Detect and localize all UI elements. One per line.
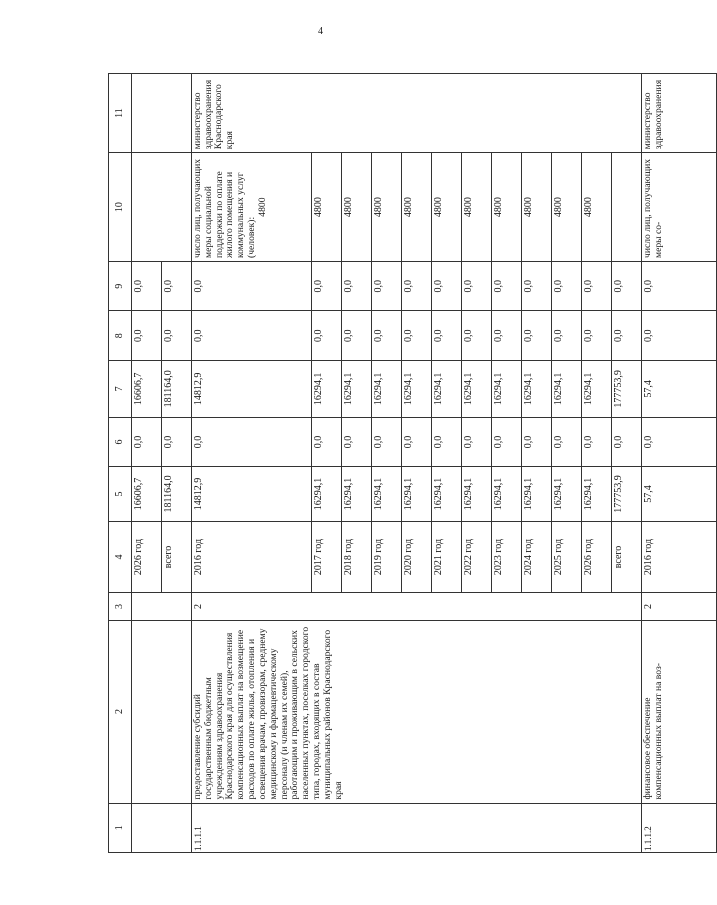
indicator-value — [612, 153, 642, 262]
value-cell: 0,0 — [552, 262, 582, 311]
value-cell: 16294,1 — [552, 467, 582, 521]
item-status: 2 — [642, 593, 717, 620]
value-cell: 16294,1 — [582, 360, 612, 417]
col-number: 7 — [109, 360, 132, 417]
value-cell: 16294,1 — [432, 360, 462, 417]
value-cell: 0,0 — [612, 311, 642, 360]
value-cell: 16606,7 — [132, 360, 162, 417]
year-cell: всего — [162, 521, 192, 593]
year-cell: 2024 год — [522, 521, 552, 593]
empty-cell — [132, 803, 192, 852]
indicator-value: 4800 — [256, 197, 268, 217]
indicator-value: 4800 — [462, 153, 492, 262]
item-index: 1.1.1.2 — [642, 803, 717, 852]
col-number: 5 — [109, 467, 132, 521]
value-cell: 16294,1 — [432, 467, 462, 521]
value-cell: 16294,1 — [372, 360, 402, 417]
indicator-value: 4800 — [342, 153, 372, 262]
value-cell: 16294,1 — [372, 467, 402, 521]
value-cell: 0,0 — [132, 262, 162, 311]
value-cell: 0,0 — [192, 311, 312, 360]
value-cell: 181164,0 — [162, 360, 192, 417]
value-cell: 0,0 — [522, 311, 552, 360]
table-row — [132, 74, 162, 853]
indicator-value: 4800 — [372, 153, 402, 262]
value-cell: 0,0 — [642, 417, 717, 466]
rotated-table-wrapper — [108, 73, 664, 853]
year-cell: 2016 год — [642, 521, 717, 593]
col-number: 11 — [109, 74, 132, 153]
indicator-value: 4800 — [492, 153, 522, 262]
value-cell: 0,0 — [192, 262, 312, 311]
value-cell: 0,0 — [642, 262, 717, 311]
value-cell: 0,0 — [132, 417, 162, 466]
value-cell: 0,0 — [162, 262, 192, 311]
value-cell: 0,0 — [492, 311, 522, 360]
value-cell: 57,4 — [642, 467, 717, 521]
value-cell: 16294,1 — [342, 360, 372, 417]
value-cell: 0,0 — [312, 417, 342, 466]
year-cell: 2016 год — [192, 521, 312, 593]
value-cell: 0,0 — [192, 417, 312, 466]
indicator-value: 4800 — [402, 153, 432, 262]
value-cell: 0,0 — [522, 262, 552, 311]
indicator-value: 4800 — [522, 153, 552, 262]
col-number: 2 — [109, 620, 132, 803]
year-cell: 2021 год — [432, 521, 462, 593]
empty-cell — [132, 620, 192, 803]
value-cell: 0,0 — [372, 262, 402, 311]
value-cell: 16294,1 — [522, 467, 552, 521]
value-cell: 16294,1 — [342, 467, 372, 521]
program-activities-table — [108, 73, 717, 853]
value-cell: 16294,1 — [552, 360, 582, 417]
value-cell: 0,0 — [522, 417, 552, 466]
value-cell: 0,0 — [372, 417, 402, 466]
indicator-value: 4800 — [552, 153, 582, 262]
empty-cell — [132, 74, 192, 153]
value-cell: 16294,1 — [462, 360, 492, 417]
value-cell: 0,0 — [402, 417, 432, 466]
value-cell: 177753,9 — [612, 467, 642, 521]
value-cell: 16294,1 — [492, 360, 522, 417]
value-cell: 16294,1 — [402, 467, 432, 521]
value-cell: 0,0 — [312, 311, 342, 360]
value-cell: 0,0 — [612, 417, 642, 466]
indicator-value: 4800 — [432, 153, 462, 262]
year-cell: 2026 год — [132, 521, 162, 593]
responsible-party: министерство здравоохранения Краснодарского края — [192, 74, 642, 153]
col-number: 6 — [109, 417, 132, 466]
indicator-value: 4800 — [582, 153, 612, 262]
indicator-text: число лиц, получающих меры социальной поддержки по оплате жилого помещения и коммунальных услуг (человек): — [192, 158, 258, 258]
responsible-party: министерство здравоохранения — [642, 74, 717, 153]
value-cell: 0,0 — [162, 417, 192, 466]
indicator-value: 4800 — [312, 153, 342, 262]
value-cell: 0,0 — [432, 262, 462, 311]
value-cell: 181164,0 — [162, 467, 192, 521]
value-cell: 0,0 — [492, 262, 522, 311]
value-cell: 16606,7 — [132, 467, 162, 521]
table-row — [192, 74, 312, 853]
value-cell: 16294,1 — [312, 360, 342, 417]
year-cell: 2023 год — [492, 521, 522, 593]
page-number: 4 — [318, 26, 323, 37]
value-cell: 0,0 — [552, 417, 582, 466]
year-cell: 2022 год — [462, 521, 492, 593]
value-cell: 0,0 — [312, 262, 342, 311]
value-cell: 16294,1 — [492, 467, 522, 521]
value-cell: 177753,9 — [612, 360, 642, 417]
indicator-text: число лиц, получающих меры со- — [642, 153, 717, 262]
value-cell: 0,0 — [612, 262, 642, 311]
col-number: 9 — [109, 262, 132, 311]
col-number: 3 — [109, 593, 132, 620]
item-description: финансовое обеспечение компенсационных выплат на воз- — [642, 620, 717, 803]
table-row — [642, 74, 717, 853]
year-cell: 2020 год — [402, 521, 432, 593]
indicator-cell — [192, 153, 312, 262]
value-cell: 16294,1 — [312, 467, 342, 521]
value-cell: 0,0 — [582, 417, 612, 466]
value-cell: 0,0 — [132, 311, 162, 360]
empty-cell — [132, 593, 192, 620]
value-cell: 0,0 — [462, 262, 492, 311]
year-cell: 2018 год — [342, 521, 372, 593]
value-cell: 0,0 — [402, 311, 432, 360]
year-cell: 2025 год — [552, 521, 582, 593]
column-numbers-row — [109, 74, 132, 853]
value-cell: 57,4 — [642, 360, 717, 417]
value-cell: 16294,1 — [462, 467, 492, 521]
value-cell: 16294,1 — [402, 360, 432, 417]
value-cell: 16294,1 — [522, 360, 552, 417]
value-cell: 0,0 — [582, 262, 612, 311]
col-number: 8 — [109, 311, 132, 360]
value-cell: 0,0 — [342, 417, 372, 466]
item-description: предоставление субсидий государственным бюджетным учреждениям здравоохранения Краснодарского края для осуществления компенсационных выплат на возмещение расходов по оплате жилья, отопления и освещения врачам, провизорам, среднему медицинскому и фармацевтическому персоналу (и членам их семей), работающим и проживающим в сельских населенных пунктах, поселках городского типа, городах, входящих в состав муниципальных районов Краснодарского края — [192, 620, 642, 803]
col-number: 10 — [109, 153, 132, 262]
item-status: 2 — [192, 593, 642, 620]
value-cell: 0,0 — [432, 311, 462, 360]
value-cell: 0,0 — [642, 311, 717, 360]
value-cell: 16294,1 — [582, 467, 612, 521]
year-cell: 2017 год — [312, 521, 342, 593]
value-cell: 0,0 — [552, 311, 582, 360]
value-cell: 0,0 — [462, 417, 492, 466]
value-cell: 14812,9 — [192, 360, 312, 417]
value-cell: 0,0 — [432, 417, 462, 466]
col-number: 1 — [109, 803, 132, 852]
value-cell: 0,0 — [492, 417, 522, 466]
value-cell: 0,0 — [342, 311, 372, 360]
year-cell: 2019 год — [372, 521, 402, 593]
value-cell: 0,0 — [462, 311, 492, 360]
value-cell: 0,0 — [372, 311, 402, 360]
value-cell: 0,0 — [582, 311, 612, 360]
year-cell: всего — [612, 521, 642, 593]
year-cell: 2026 год — [582, 521, 612, 593]
item-index: 1.1.1.1 — [192, 803, 642, 852]
value-cell: 0,0 — [162, 311, 192, 360]
col-number: 4 — [109, 521, 132, 593]
empty-cell — [132, 153, 192, 262]
value-cell: 0,0 — [342, 262, 372, 311]
value-cell: 14812,9 — [192, 467, 312, 521]
value-cell: 0,0 — [402, 262, 432, 311]
